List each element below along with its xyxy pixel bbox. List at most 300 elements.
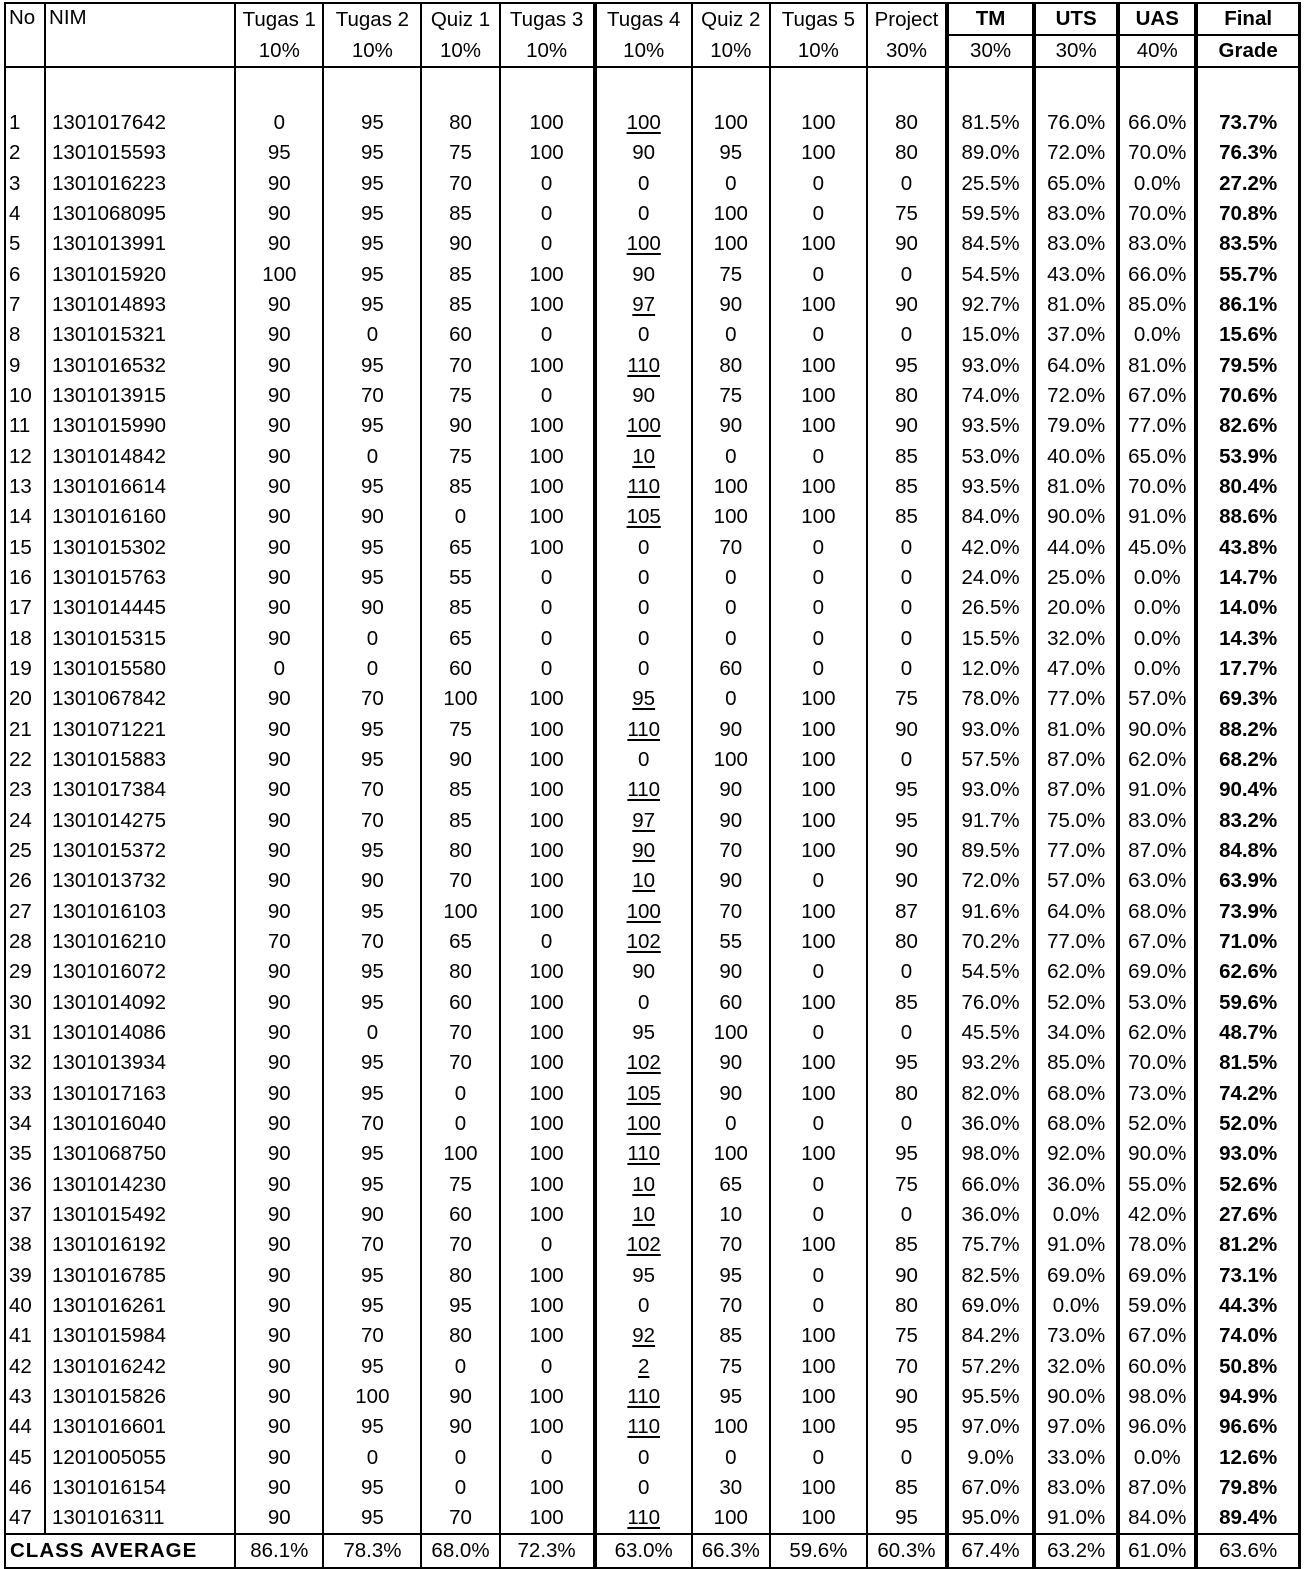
score-tugas-5: 0 <box>770 1442 867 1472</box>
score-uts: 37.0% <box>1034 320 1118 350</box>
score-quiz-2: 90 <box>692 957 770 987</box>
score-tm: 76.0% <box>947 988 1034 1018</box>
table-row <box>5 806 1300 836</box>
row-no: 18 <box>5 624 45 654</box>
score-tugas-4: 0 <box>595 169 692 199</box>
final-grade: 79.8% <box>1196 1473 1299 1503</box>
underlined-score: 10 <box>632 1202 656 1226</box>
row-no: 40 <box>5 1291 45 1321</box>
score-tugas-5: 100 <box>770 411 867 441</box>
score-tugas-4: 90 <box>595 381 692 411</box>
student-nim: 1301014445 <box>45 593 235 623</box>
score-tugas-4 <box>595 1412 692 1442</box>
score-tugas-2: 95 <box>323 169 421 199</box>
score-project: 0 <box>867 533 947 563</box>
score-tm: 57.2% <box>947 1351 1034 1381</box>
score-uts: 72.0% <box>1034 138 1118 168</box>
score-tugas-3: 100 <box>500 260 595 290</box>
score-tugas-3: 0 <box>500 1442 595 1472</box>
score-tugas-2: 95 <box>323 1351 421 1381</box>
header-final: Final <box>1196 3 1299 35</box>
final-grade: 14.0% <box>1196 593 1299 623</box>
class-average-row <box>5 1534 1300 1568</box>
score-tugas-1: 90 <box>235 1018 323 1048</box>
score-quiz-2: 95 <box>692 138 770 168</box>
row-no: 39 <box>5 1260 45 1290</box>
weight-uas: 40% <box>1118 35 1196 67</box>
row-no: 34 <box>5 1109 45 1139</box>
score-project: 80 <box>867 927 947 957</box>
score-quiz-2: 90 <box>692 775 770 805</box>
score-uas: 67.0% <box>1118 1321 1196 1351</box>
score-project: 80 <box>867 1079 947 1109</box>
final-grade: 70.8% <box>1196 199 1299 229</box>
header-tm: TM <box>947 3 1034 35</box>
score-tugas-2: 100 <box>323 1382 421 1412</box>
score-uts: 85.0% <box>1034 1048 1118 1078</box>
student-nim: 1301015315 <box>45 624 235 654</box>
score-tugas-2: 95 <box>323 1503 421 1534</box>
score-tugas-3: 100 <box>500 1200 595 1230</box>
final-grade: 17.7% <box>1196 654 1299 684</box>
final-grade: 50.8% <box>1196 1351 1299 1381</box>
table-row <box>5 290 1300 320</box>
score-tugas-4 <box>595 927 692 957</box>
score-project: 90 <box>867 290 947 320</box>
score-project: 75 <box>867 1321 947 1351</box>
row-no: 6 <box>5 260 45 290</box>
row-no: 1 <box>5 108 45 138</box>
score-uas: 0.0% <box>1118 563 1196 593</box>
table-row <box>5 1169 1300 1199</box>
score-tugas-2: 95 <box>323 1169 421 1199</box>
score-tugas-5: 100 <box>770 1048 867 1078</box>
final-grade: 90.4% <box>1196 775 1299 805</box>
underlined-score: 2 <box>637 1354 650 1378</box>
underlined-score: 10 <box>632 444 656 468</box>
score-tugas-4: 0 <box>595 1473 692 1503</box>
score-tm: 93.0% <box>947 715 1034 745</box>
score-tugas-1: 90 <box>235 715 323 745</box>
score-tugas-5: 0 <box>770 1109 867 1139</box>
score-project: 90 <box>867 1382 947 1412</box>
header-quiz-1: Quiz 1 <box>421 3 499 35</box>
table-row <box>5 593 1300 623</box>
row-no: 21 <box>5 715 45 745</box>
score-tugas-2: 0 <box>323 624 421 654</box>
table-header <box>5 3 1300 67</box>
score-tugas-3: 0 <box>500 593 595 623</box>
score-quiz-2: 65 <box>692 1169 770 1199</box>
score-quiz-2: 0 <box>692 684 770 714</box>
table-row <box>5 745 1300 775</box>
score-tugas-1: 90 <box>235 169 323 199</box>
final-grade: 12.6% <box>1196 1442 1299 1472</box>
weight-tugas-2: 10% <box>323 35 421 67</box>
score-quiz-2: 90 <box>692 290 770 320</box>
score-tugas-5: 100 <box>770 108 867 138</box>
student-nim: 1301015883 <box>45 745 235 775</box>
score-tugas-3: 0 <box>500 229 595 259</box>
weight-quiz-2: 10% <box>692 35 770 67</box>
score-uts: 77.0% <box>1034 927 1118 957</box>
score-tugas-4 <box>595 442 692 472</box>
score-tugas-1: 90 <box>235 1139 323 1169</box>
score-tugas-3: 100 <box>500 1382 595 1412</box>
score-quiz-1: 85 <box>421 260 499 290</box>
score-tugas-5: 100 <box>770 836 867 866</box>
score-tugas-2: 95 <box>323 957 421 987</box>
score-tugas-5: 100 <box>770 715 867 745</box>
score-tugas-5: 0 <box>770 957 867 987</box>
score-tm: 84.5% <box>947 229 1034 259</box>
score-quiz-2: 70 <box>692 1230 770 1260</box>
score-tm: 12.0% <box>947 654 1034 684</box>
row-no: 47 <box>5 1503 45 1534</box>
underlined-score: 110 <box>627 1384 661 1408</box>
score-tugas-1: 90 <box>235 745 323 775</box>
score-uas: 70.0% <box>1118 472 1196 502</box>
score-tugas-1: 90 <box>235 1291 323 1321</box>
score-tm: 89.0% <box>947 138 1034 168</box>
score-uas: 78.0% <box>1118 1230 1196 1260</box>
score-tugas-1: 90 <box>235 472 323 502</box>
score-uts: 52.0% <box>1034 988 1118 1018</box>
underlined-score: 97 <box>632 293 656 317</box>
score-uas: 70.0% <box>1118 199 1196 229</box>
score-tugas-5: 100 <box>770 1139 867 1169</box>
score-tm: 54.5% <box>947 260 1034 290</box>
score-quiz-1: 75 <box>421 138 499 168</box>
score-tugas-1: 90 <box>235 866 323 896</box>
score-uts: 33.0% <box>1034 1442 1118 1472</box>
score-project: 85 <box>867 472 947 502</box>
student-nim: 1301014230 <box>45 1169 235 1199</box>
underlined-score: 110 <box>627 353 661 377</box>
row-no: 44 <box>5 1412 45 1442</box>
score-uas: 66.0% <box>1118 260 1196 290</box>
grade-sheet <box>4 2 1304 1563</box>
row-no: 12 <box>5 442 45 472</box>
score-project: 0 <box>867 1109 947 1139</box>
score-tugas-3: 100 <box>500 1018 595 1048</box>
score-tugas-5: 100 <box>770 806 867 836</box>
score-uas: 60.0% <box>1118 1351 1196 1381</box>
score-quiz-1: 0 <box>421 1109 499 1139</box>
score-uas: 83.0% <box>1118 229 1196 259</box>
score-uts: 90.0% <box>1034 1382 1118 1412</box>
student-nim: 1301015990 <box>45 411 235 441</box>
table-row <box>5 1018 1300 1048</box>
score-tugas-3: 0 <box>500 1230 595 1260</box>
score-uts: 36.0% <box>1034 1169 1118 1199</box>
score-project: 0 <box>867 624 947 654</box>
score-quiz-1: 65 <box>421 927 499 957</box>
score-quiz-1: 70 <box>421 169 499 199</box>
row-no: 15 <box>5 533 45 563</box>
score-quiz-1: 70 <box>421 1048 499 1078</box>
weight-tugas-1: 10% <box>235 35 323 67</box>
table-row <box>5 957 1300 987</box>
row-no: 23 <box>5 775 45 805</box>
score-tugas-2: 0 <box>323 442 421 472</box>
score-quiz-1: 60 <box>421 320 499 350</box>
score-project: 0 <box>867 593 947 623</box>
score-quiz-1: 0 <box>421 1442 499 1472</box>
score-tugas-3: 100 <box>500 745 595 775</box>
score-quiz-1: 70 <box>421 1503 499 1534</box>
score-tugas-3: 100 <box>500 1321 595 1351</box>
score-tugas-5: 100 <box>770 1230 867 1260</box>
score-project: 85 <box>867 988 947 1018</box>
score-quiz-1: 75 <box>421 381 499 411</box>
score-tugas-5: 100 <box>770 1503 867 1534</box>
score-quiz-1: 80 <box>421 1321 499 1351</box>
score-tm: 67.0% <box>947 1473 1034 1503</box>
score-quiz-1: 60 <box>421 654 499 684</box>
student-nim: 1301015763 <box>45 563 235 593</box>
table-row <box>5 169 1300 199</box>
score-tugas-3: 100 <box>500 1412 595 1442</box>
score-quiz-1: 85 <box>421 806 499 836</box>
score-tugas-2: 95 <box>323 1048 421 1078</box>
score-tugas-3: 100 <box>500 988 595 1018</box>
final-grade: 53.9% <box>1196 442 1299 472</box>
underlined-score: 100 <box>626 232 661 256</box>
table-row <box>5 897 1300 927</box>
score-tugas-1: 90 <box>235 1382 323 1412</box>
table-row <box>5 351 1300 381</box>
score-project: 0 <box>867 169 947 199</box>
score-uas: 91.0% <box>1118 775 1196 805</box>
score-tm: 75.7% <box>947 1230 1034 1260</box>
table-row <box>5 866 1300 896</box>
header-uas: UAS <box>1118 3 1196 35</box>
row-no: 37 <box>5 1200 45 1230</box>
score-uts: 72.0% <box>1034 381 1118 411</box>
student-nim: 1301016261 <box>45 1291 235 1321</box>
student-nim: 1301071221 <box>45 715 235 745</box>
score-uts: 62.0% <box>1034 957 1118 987</box>
row-no: 3 <box>5 169 45 199</box>
score-tugas-2: 70 <box>323 927 421 957</box>
score-tugas-2: 0 <box>323 1442 421 1472</box>
row-no: 11 <box>5 411 45 441</box>
score-quiz-2: 0 <box>692 442 770 472</box>
score-tugas-2: 95 <box>323 1473 421 1503</box>
score-tugas-2: 95 <box>323 745 421 775</box>
score-tm: 78.0% <box>947 684 1034 714</box>
class-average-value: 59.6% <box>770 1534 867 1568</box>
score-tugas-1: 0 <box>235 654 323 684</box>
score-quiz-1: 80 <box>421 836 499 866</box>
score-tugas-2: 70 <box>323 775 421 805</box>
score-tugas-1: 90 <box>235 1079 323 1109</box>
score-quiz-1: 60 <box>421 1200 499 1230</box>
score-tugas-5: 100 <box>770 472 867 502</box>
score-project: 0 <box>867 320 947 350</box>
score-tugas-4: 0 <box>595 593 692 623</box>
score-tugas-2: 95 <box>323 138 421 168</box>
student-nim: 1301017384 <box>45 775 235 805</box>
score-quiz-1: 0 <box>421 1079 499 1109</box>
score-uas: 96.0% <box>1118 1412 1196 1442</box>
spacer-row <box>5 67 1300 108</box>
score-tugas-4 <box>595 472 692 502</box>
score-project: 95 <box>867 775 947 805</box>
score-tm: 91.7% <box>947 806 1034 836</box>
score-tugas-1: 90 <box>235 1503 323 1534</box>
score-tugas-3: 100 <box>500 1139 595 1169</box>
score-tugas-5: 0 <box>770 533 867 563</box>
table-row <box>5 1473 1300 1503</box>
table-row <box>5 1048 1300 1078</box>
header-quiz-2: Quiz 2 <box>692 3 770 35</box>
row-no: 10 <box>5 381 45 411</box>
score-tugas-1: 90 <box>235 1442 323 1472</box>
score-uas: 84.0% <box>1118 1503 1196 1534</box>
score-quiz-1: 65 <box>421 624 499 654</box>
score-tugas-2: 95 <box>323 1139 421 1169</box>
score-quiz-2: 70 <box>692 1291 770 1321</box>
score-quiz-2: 90 <box>692 866 770 896</box>
score-uas: 53.0% <box>1118 988 1196 1018</box>
score-tugas-1: 90 <box>235 684 323 714</box>
score-tugas-4 <box>595 866 692 896</box>
header-project: Project <box>867 3 947 35</box>
score-tm: 9.0% <box>947 1442 1034 1472</box>
row-no: 13 <box>5 472 45 502</box>
score-tugas-5: 100 <box>770 1079 867 1109</box>
score-quiz-1: 75 <box>421 442 499 472</box>
header-uts: UTS <box>1034 3 1118 35</box>
class-average-value: 63.2% <box>1034 1534 1118 1568</box>
score-tugas-5: 100 <box>770 1321 867 1351</box>
table-row <box>5 563 1300 593</box>
score-tugas-1: 90 <box>235 957 323 987</box>
score-uts: 81.0% <box>1034 715 1118 745</box>
score-tm: 82.5% <box>947 1260 1034 1290</box>
row-no: 35 <box>5 1139 45 1169</box>
score-uas: 87.0% <box>1118 836 1196 866</box>
final-grade: 93.0% <box>1196 1139 1299 1169</box>
score-tm: 15.5% <box>947 624 1034 654</box>
score-uts: 64.0% <box>1034 897 1118 927</box>
score-tugas-2: 95 <box>323 351 421 381</box>
row-no: 43 <box>5 1382 45 1412</box>
table-row <box>5 1260 1300 1290</box>
score-project: 75 <box>867 1169 947 1199</box>
score-quiz-1: 90 <box>421 745 499 775</box>
score-tugas-2: 95 <box>323 533 421 563</box>
score-tugas-5: 100 <box>770 229 867 259</box>
score-tugas-1: 90 <box>235 1412 323 1442</box>
score-tugas-5: 0 <box>770 1169 867 1199</box>
score-uas: 70.0% <box>1118 138 1196 168</box>
score-quiz-2: 90 <box>692 1048 770 1078</box>
score-tm: 57.5% <box>947 745 1034 775</box>
score-tugas-5: 0 <box>770 563 867 593</box>
score-uts: 25.0% <box>1034 563 1118 593</box>
score-quiz-1: 90 <box>421 1412 499 1442</box>
student-nim: 1301015302 <box>45 533 235 563</box>
score-tugas-2: 70 <box>323 1109 421 1139</box>
student-nim: 1301014092 <box>45 988 235 1018</box>
score-tugas-4 <box>595 1109 692 1139</box>
score-tugas-3: 0 <box>500 927 595 957</box>
final-grade: 80.4% <box>1196 472 1299 502</box>
row-no: 22 <box>5 745 45 775</box>
score-project: 0 <box>867 1200 947 1230</box>
score-tugas-3: 100 <box>500 715 595 745</box>
score-project: 80 <box>867 108 947 138</box>
score-uts: 97.0% <box>1034 1412 1118 1442</box>
final-grade: 73.1% <box>1196 1260 1299 1290</box>
score-project: 0 <box>867 1018 947 1048</box>
score-tugas-5: 0 <box>770 624 867 654</box>
score-tm: 92.7% <box>947 290 1034 320</box>
score-tugas-4 <box>595 897 692 927</box>
score-tugas-1: 90 <box>235 411 323 441</box>
table-row <box>5 1503 1300 1534</box>
final-grade: 76.3% <box>1196 138 1299 168</box>
score-uts: 65.0% <box>1034 169 1118 199</box>
score-quiz-1: 0 <box>421 1351 499 1381</box>
score-uts: 90.0% <box>1034 502 1118 532</box>
score-tugas-5: 0 <box>770 199 867 229</box>
score-quiz-2: 10 <box>692 1200 770 1230</box>
score-tugas-4 <box>595 229 692 259</box>
final-grade: 73.9% <box>1196 897 1299 927</box>
row-no: 38 <box>5 1230 45 1260</box>
score-uas: 0.0% <box>1118 654 1196 684</box>
score-uas: 0.0% <box>1118 169 1196 199</box>
score-tm: 15.0% <box>947 320 1034 350</box>
class-average-value: 66.3% <box>692 1534 770 1568</box>
score-uas: 85.0% <box>1118 290 1196 320</box>
underlined-score: 110 <box>627 475 661 499</box>
score-tm: 69.0% <box>947 1291 1034 1321</box>
score-tugas-2: 0 <box>323 320 421 350</box>
score-tm: 93.2% <box>947 1048 1034 1078</box>
score-tugas-1: 90 <box>235 593 323 623</box>
score-tugas-1: 90 <box>235 290 323 320</box>
score-tugas-5: 100 <box>770 927 867 957</box>
score-tugas-5: 100 <box>770 290 867 320</box>
score-quiz-2: 100 <box>692 108 770 138</box>
score-tugas-1: 90 <box>235 351 323 381</box>
score-uts: 87.0% <box>1034 775 1118 805</box>
underlined-score: 90 <box>632 839 656 863</box>
underlined-score: 102 <box>626 930 661 954</box>
class-average-value: 68.0% <box>421 1534 499 1568</box>
score-tugas-4: 0 <box>595 988 692 1018</box>
table-row <box>5 1079 1300 1109</box>
score-uts: 81.0% <box>1034 472 1118 502</box>
student-nim: 1301015492 <box>45 1200 235 1230</box>
score-uts: 34.0% <box>1034 1018 1118 1048</box>
underlined-score: 100 <box>626 1111 661 1135</box>
score-tugas-2: 95 <box>323 1260 421 1290</box>
score-tugas-3: 100 <box>500 411 595 441</box>
score-uas: 66.0% <box>1118 108 1196 138</box>
score-tugas-4: 95 <box>595 1260 692 1290</box>
final-grade: 81.5% <box>1196 1048 1299 1078</box>
score-quiz-2: 0 <box>692 1109 770 1139</box>
student-nim: 1301015984 <box>45 1321 235 1351</box>
header-no: No <box>5 3 45 67</box>
score-tugas-2: 95 <box>323 1079 421 1109</box>
